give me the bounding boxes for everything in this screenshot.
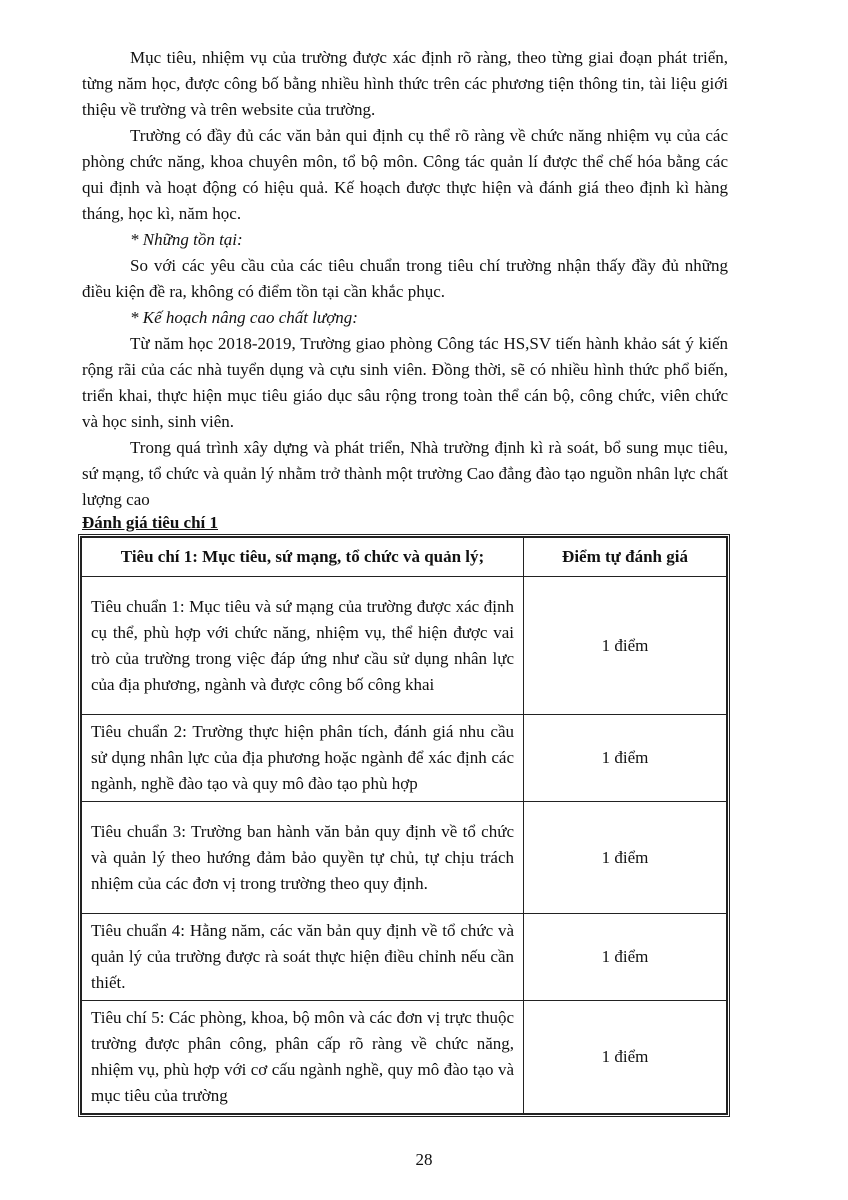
evaluation-table-frame bbox=[78, 534, 730, 1117]
header-score: Điểm tự đánh giá bbox=[524, 538, 727, 577]
criteria-cell: Tiêu chuẩn 1: Mục tiêu và sứ mạng của trường được xác định cụ thể, phù hợp với chức năng, nhiệm vụ, thể hiện được vai trò của trường trong việc đáp ứng như cầu sử dụng nhân lực của địa phương, ngành và được công bố công khai bbox=[82, 577, 524, 715]
criteria-cell: Tiêu chuẩn 2: Trường thực hiện phân tích, đánh giá nhu cầu sử dụng nhân lực của địa phương hoặc ngành để xác định các ngành, nghề đào tạo và quy mô đào tạo phù hợp bbox=[82, 715, 524, 802]
score-cell: 1 điểm bbox=[524, 715, 727, 802]
table-row bbox=[82, 715, 727, 802]
score-cell: 1 điểm bbox=[524, 577, 727, 715]
heading-shortcomings: * Những tồn tại: bbox=[130, 230, 243, 249]
criteria-cell: Tiêu chuẩn 3: Trường ban hành văn bản quy định về tổ chức và quản lý theo hướng đảm bảo quyền tự chủ, tự chịu trách nhiệm của các đơn vị trong trường theo quy định. bbox=[82, 802, 524, 914]
heading-improvement-plan: * Kế hoạch nâng cao chất lượng: bbox=[130, 308, 358, 327]
table-row bbox=[82, 802, 727, 914]
page-number: 28 bbox=[415, 1150, 433, 1169]
table-header-row bbox=[82, 538, 727, 577]
paragraph-survey: Từ năm học 2018-2019, Trường giao phòng Công tác HS,SV tiến hành khảo sát ý kiến rộng rãi của các nhà tuyển dụng và cựu sinh viên. Đồng thời, sẽ có nhiều hình thức phổ biến, triển khai, thực hiện mục tiêu giáo dục sâu rộng trong toàn thể cán bộ, công chức, viên chức và học sinh, sinh viên. bbox=[82, 334, 728, 431]
evaluation-table bbox=[81, 537, 727, 1114]
score-cell: 1 điểm bbox=[524, 914, 727, 1001]
criteria-cell: Tiêu chí 5: Các phòng, khoa, bộ môn và các đơn vị trực thuộc trường được phân công, phân cấp rõ ràng về chức năng, nhiệm vụ, phù hợp với cơ cấu ngành nghề, quy mô đào tạo và mục tiêu của trường bbox=[82, 1001, 524, 1114]
paragraph-review: Trong quá trình xây dựng và phát triển, Nhà trường định kì rà soát, bổ sung mục tiêu, sứ mạng, tổ chức và quản lý nhằm trở thành một trường Cao đẳng đào tạo nguồn nhân lực chất lượng cao bbox=[82, 438, 728, 509]
evaluation-title: Đánh giá tiêu chí 1 bbox=[82, 513, 219, 532]
paragraph-shortcomings: So với các yêu cầu của các tiêu chuẩn trong tiêu chí trường nhận thấy đầy đủ những điều kiện đề ra, không có điểm tồn tại cần khắc phục. bbox=[82, 256, 728, 301]
header-criteria: Tiêu chí 1: Mục tiêu, sứ mạng, tổ chức và quản lý; bbox=[82, 538, 524, 577]
paragraph-regulations: Trường có đầy đủ các văn bản qui định cụ thể rõ ràng về chức năng nhiệm vụ của các phòng chức năng, khoa chuyên môn, tổ bộ môn. Công tác quản lí được thể chế hóa bằng các qui định và hoạt động có hiệu quả. Kế hoạch được thực hiện và đánh giá theo định kì hàng tháng, học kì, năm học. bbox=[82, 126, 728, 223]
score-cell: 1 điểm bbox=[524, 802, 727, 914]
table-row bbox=[82, 577, 727, 715]
score-cell: 1 điểm bbox=[524, 1001, 727, 1114]
body-text bbox=[82, 45, 728, 513]
criteria-cell: Tiêu chuẩn 4: Hằng năm, các văn bản quy định về tổ chức và quản lý của trường được rà soát thực hiện điều chỉnh nếu cần thiết. bbox=[82, 914, 524, 1001]
table-row bbox=[82, 914, 727, 1001]
table-row bbox=[82, 1001, 727, 1114]
paragraph-objectives: Mục tiêu, nhiệm vụ của trường được xác định rõ ràng, theo từng giai đoạn phát triển, từng năm học, được công bố bằng nhiều hình thức trên các phương tiện thông tin, tài liệu giới thiệu về trường và trên website của trường. bbox=[82, 48, 728, 119]
